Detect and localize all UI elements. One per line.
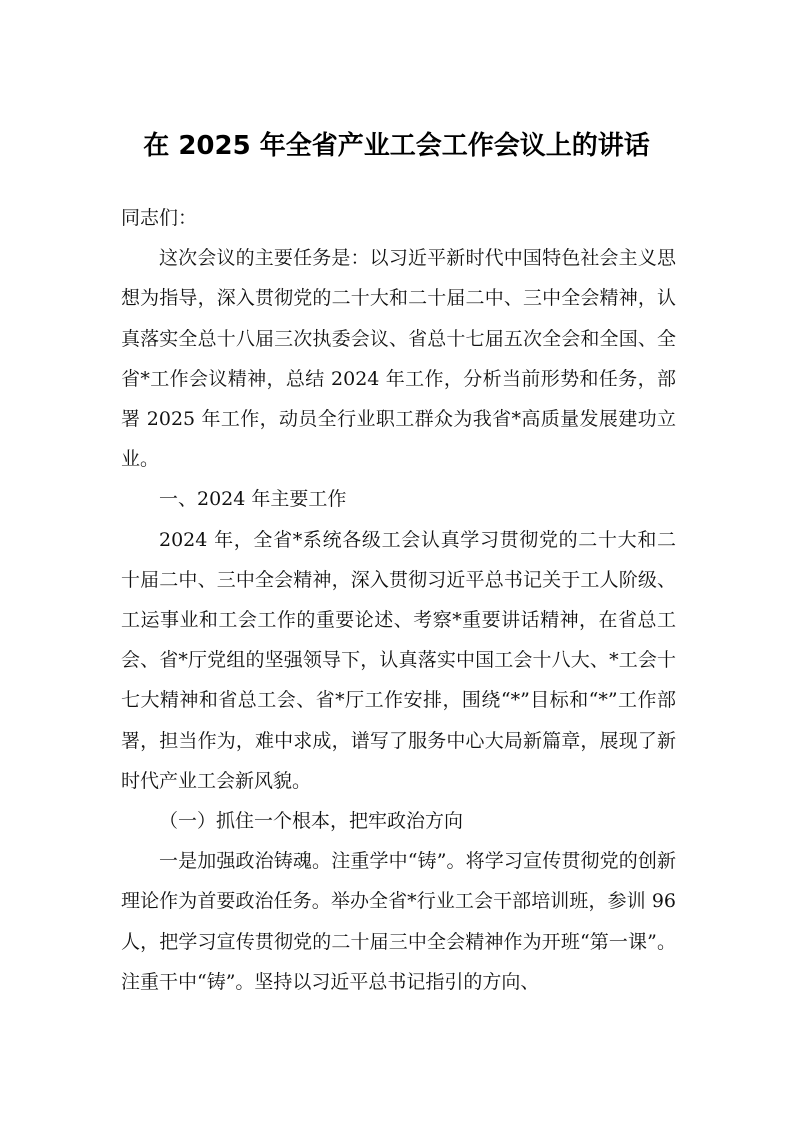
paragraph-2024-summary: 2024 年，全省*系统各级工会认真学习贯彻党的二十大和二十届二中、三中全会精神，深入贯彻习近平总书记关于工人阶级、工运事业和工会工作的重要论述、考察*重要讲话精神，在省总工会、省*厅党组的坚强领导下，认真落实中国工会十八大、*工会十七大精神和省总工会、省*厅工作安排，围绕“*”目标和“*”工作部署，担当作为，难中求成，谱写了服务中心大局新篇章，展现了新时代产业工会新风貌。 xyxy=(121,528,676,792)
paragraph-intro: 这次会议的主要任务是：以习近平新时代中国特色社会主义思想为指导，深入贯彻党的二十大和二十届二中、三中全会精神，认真落实全总十八届三次执委会议、省总十七届五次全会和全国、全省*工作会议精神，总结 2024 年工作，分析当前形势和任务，部署 2025 年工作，动员全行业职工群众为我省*高质量发展建功立业。 xyxy=(121,247,676,471)
subsection-heading-1: （一）抓住一个根本，把牢政治方向 xyxy=(159,810,464,833)
document-title: 在 2025 年全省产业工会工作会议上的讲话 xyxy=(143,131,650,161)
section-heading-1: 一、2024 年主要工作 xyxy=(159,488,347,511)
salutation: 同志们： xyxy=(121,207,198,229)
document-body xyxy=(121,198,676,1002)
paragraph-political: 一是加强政治铸魂。注重学中“铸”。将学习宣传贯彻党的创新理论作为首要政治任务。举办全省*行业工会干部培训班，参训 96 人，把学习宣传贯彻党的二十届三中全会精神作为开班“第一课”。注重干中“铸”。坚持以习近平总书记指引的方向、 xyxy=(121,850,676,993)
